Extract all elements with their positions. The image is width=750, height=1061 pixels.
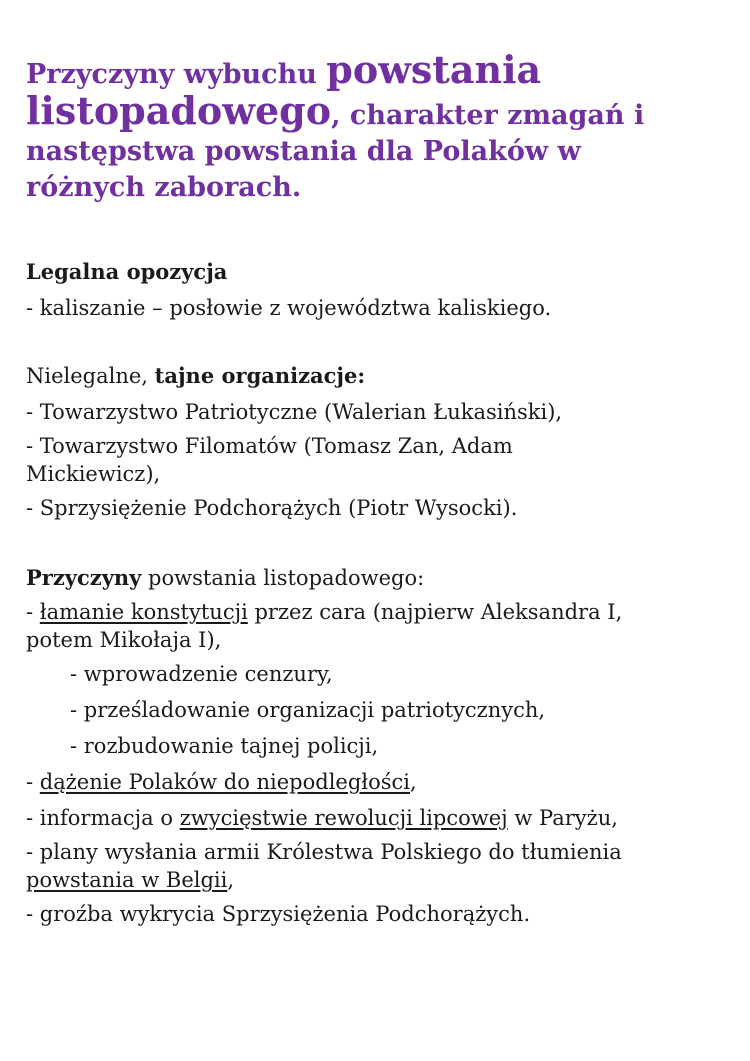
title-part2: , charakter zmagań i xyxy=(331,100,645,131)
illegal-item-2-cont: Mickiewicz), xyxy=(26,462,161,486)
cause-4-cont xyxy=(26,866,726,894)
cause-2-dash: - xyxy=(26,770,40,794)
causes-heading xyxy=(26,562,726,594)
document-page xyxy=(26,47,726,930)
illegal-intro: Nielegalne, xyxy=(26,364,155,388)
cause-3-underlined: zwycięstwie rewolucji lipcowej xyxy=(179,806,508,830)
cause-2-underlined: dążenie Polaków do niepodległości xyxy=(39,770,411,794)
cause-4-rest: , xyxy=(227,868,235,892)
legal-opposition-section xyxy=(26,256,726,324)
title-line4: różnych zaborach. xyxy=(26,172,302,203)
cause-1-rest: przez cara (najpierw Aleksandra I, xyxy=(247,600,623,624)
cause-1 xyxy=(26,598,726,626)
causes-heading-rest: powstania listopadowego: xyxy=(141,566,425,590)
cause-1-sub-3: - rozbudowanie tajnej policji, xyxy=(70,734,379,758)
legal-heading: Legalna opozycja xyxy=(26,259,228,284)
illegal-intro-line xyxy=(26,360,726,392)
causes-section xyxy=(26,562,726,930)
illegal-item-3: - Sprzysiężenie Podchorążych (Piotr Wysocki). xyxy=(26,496,518,520)
cause-3-pre: - informacja o xyxy=(26,806,180,830)
title-part1: Przyczyny wybuchu xyxy=(26,59,327,90)
legal-item: - kaliszanie – posłowie z województwa kaliskiego. xyxy=(26,296,552,320)
title-big1: powstania xyxy=(326,47,542,92)
cause-5: - groźba wykrycia Sprzysiężenia Podchorążych. xyxy=(26,902,531,926)
title-big2: listopadowego xyxy=(26,88,332,133)
cause-2-rest: , xyxy=(410,770,417,794)
illegal-intro-bold: tajne organizacje: xyxy=(154,363,366,388)
illegal-item-2: - Towarzystwo Filomatów (Tomasz Zan, Adam xyxy=(26,434,513,458)
cause-3 xyxy=(26,802,726,834)
illegal-item-1: - Towarzystwo Patriotyczne (Walerian Łukasiński), xyxy=(26,400,563,424)
cause-1-sub-2: - prześladowanie organizacji patriotycznych, xyxy=(70,698,546,722)
cause-1-cont: potem Mikołaja I), xyxy=(26,628,222,652)
causes-heading-bold: Przyczyny xyxy=(26,565,142,590)
cause-4: - plany wysłania armii Królestwa Polskiego do tłumienia xyxy=(26,840,622,864)
cause-1-sub-1: - wprowadzenie cenzury, xyxy=(70,662,333,686)
cause-3-rest: w Paryżu, xyxy=(507,806,618,830)
document-title xyxy=(26,47,726,206)
cause-4-underlined: powstania w Belgii xyxy=(26,868,228,892)
cause-1-dash: - xyxy=(26,600,40,624)
title-line3: następstwa powstania dla Polaków w xyxy=(26,136,581,167)
cause-2 xyxy=(26,766,726,798)
illegal-organizations-section xyxy=(26,360,726,524)
cause-1-underlined: łamanie konstytucji xyxy=(39,600,248,624)
